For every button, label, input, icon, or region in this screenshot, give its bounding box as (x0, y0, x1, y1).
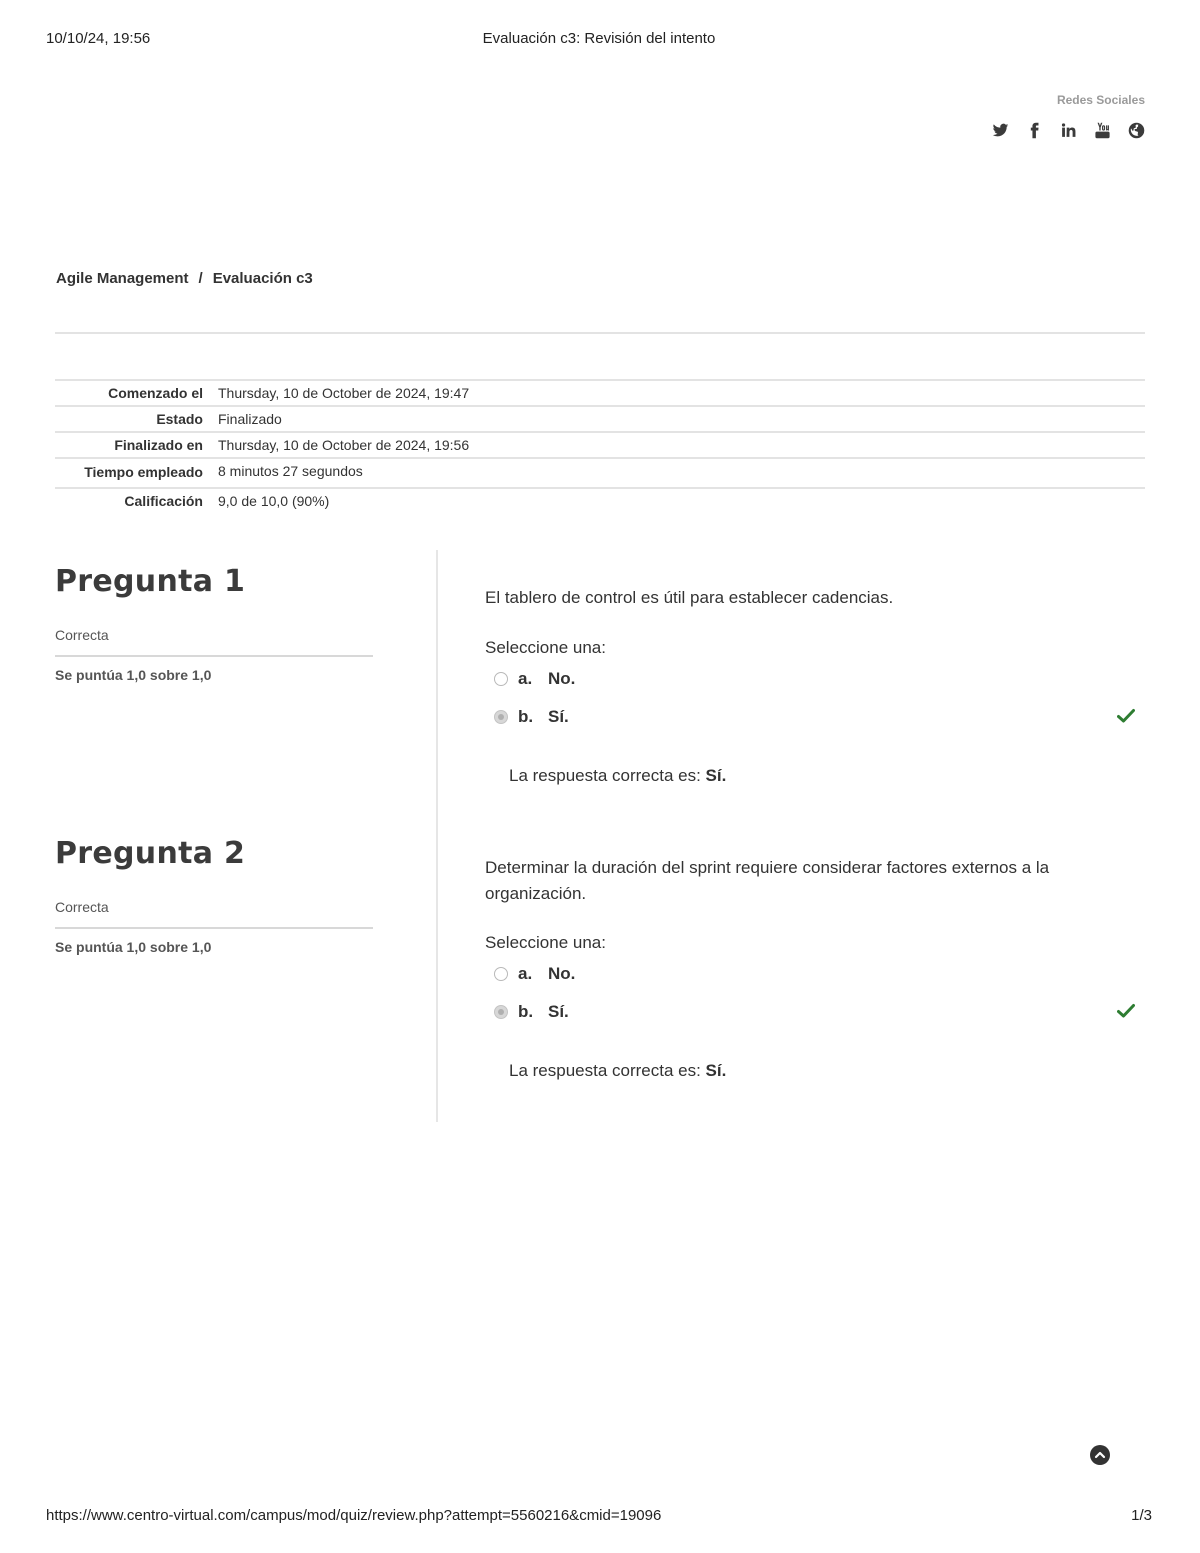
feedback-answer: Sí. (705, 1061, 727, 1080)
summary-label: Comenzado el (108, 385, 203, 401)
breadcrumb-separator: / (198, 270, 203, 287)
answer-text: Sí. (548, 707, 569, 726)
summary-value: Finalizado (218, 411, 282, 427)
document-title: Evaluación c3: Revisión del intento (482, 30, 716, 47)
breadcrumb-course[interactable]: Agile Management (56, 270, 189, 287)
summary-row-state (55, 407, 1145, 433)
question-info (55, 564, 373, 683)
question-title: Pregunta 1 (55, 564, 246, 599)
answer-letter: b. (518, 707, 534, 726)
checkmark-icon (1117, 1003, 1135, 1019)
scroll-to-top-button[interactable] (1090, 1445, 1110, 1465)
summary-label: Finalizado en (114, 437, 203, 453)
summary-row-grade (55, 489, 1145, 513)
feedback-prefix: La respuesta correcta es: (509, 1061, 706, 1080)
summary-value: 9,0 de 10,0 (90%) (218, 493, 330, 509)
summary-row-finished (55, 433, 1145, 459)
answer-option-b[interactable] (485, 993, 1145, 1031)
answer-text: Sí. (548, 1002, 569, 1021)
answer-letter: a. (518, 964, 533, 983)
summary-label: Tiempo empleado (84, 464, 203, 480)
question-text: El tablero de control es útil para establecer cadencias. (485, 588, 894, 607)
answer-letter: a. (518, 669, 533, 688)
summary-row-started (55, 381, 1145, 407)
globe-icon[interactable] (1127, 121, 1145, 139)
facebook-icon[interactable] (1025, 121, 1043, 139)
question-text: Determinar la duración del sprint requiere considerar factores externos a la organización. (485, 858, 1050, 903)
question-state: Correcta (55, 627, 373, 657)
chevron-up-icon (1094, 1449, 1106, 1461)
social-links (991, 93, 1145, 139)
question-title: Pregunta 2 (55, 836, 246, 871)
question-1 (55, 550, 1145, 822)
correct-answer-feedback (485, 766, 1145, 786)
correct-answer-feedback (485, 1061, 1145, 1081)
breadcrumb (56, 270, 313, 287)
summary-label: Calificación (124, 493, 203, 509)
feedback-prefix: La respuesta correcta es: (509, 766, 706, 785)
answer-text: No. (548, 964, 576, 983)
divider (55, 332, 1145, 334)
radio-button-selected[interactable] (494, 1005, 508, 1019)
question-content (436, 550, 1145, 822)
breadcrumb-quiz[interactable]: Evaluación c3 (212, 270, 313, 287)
checkmark-icon (1117, 708, 1135, 724)
answer-option-a[interactable] (485, 660, 1145, 698)
question-grade: Se puntúa 1,0 sobre 1,0 (55, 939, 212, 955)
summary-row-time-taken (55, 459, 1145, 489)
print-header (46, 30, 1152, 50)
social-title: Redes Sociales (1056, 93, 1145, 107)
question-2 (55, 822, 1145, 1122)
linkedin-icon[interactable] (1059, 121, 1077, 139)
question-grade: Se puntúa 1,0 sobre 1,0 (55, 667, 212, 683)
feedback-answer: Sí. (705, 766, 727, 785)
print-date: 10/10/24, 19:56 (46, 30, 151, 47)
answer-text: No. (548, 669, 576, 688)
youtube-icon[interactable] (1093, 121, 1111, 139)
page-url: https://www.centro-virtual.com/campus/mod/quiz/review.php?attempt=5560216&cmid=19096 (46, 1507, 662, 1524)
radio-button[interactable] (494, 967, 508, 981)
summary-value: Thursday, 10 de October de 2024, 19:47 (218, 385, 470, 401)
summary-value: 8 minutos 27 segundos (218, 463, 363, 479)
radio-button-selected[interactable] (494, 710, 508, 724)
summary-value: Thursday, 10 de October de 2024, 19:56 (218, 437, 470, 453)
answer-option-a[interactable] (485, 955, 1145, 993)
question-prompt: Seleccione una: (485, 638, 606, 657)
question-prompt: Seleccione una: (485, 933, 606, 952)
radio-button[interactable] (494, 672, 508, 686)
question-info (55, 836, 373, 955)
twitter-icon[interactable] (991, 121, 1009, 139)
answer-option-b[interactable] (485, 698, 1145, 736)
answer-letter: b. (518, 1002, 534, 1021)
question-content (436, 822, 1145, 1122)
question-state: Correcta (55, 899, 373, 929)
summary-label: Estado (156, 411, 203, 427)
attempt-summary-table (55, 379, 1145, 513)
page-number: 1/3 (1131, 1507, 1152, 1524)
